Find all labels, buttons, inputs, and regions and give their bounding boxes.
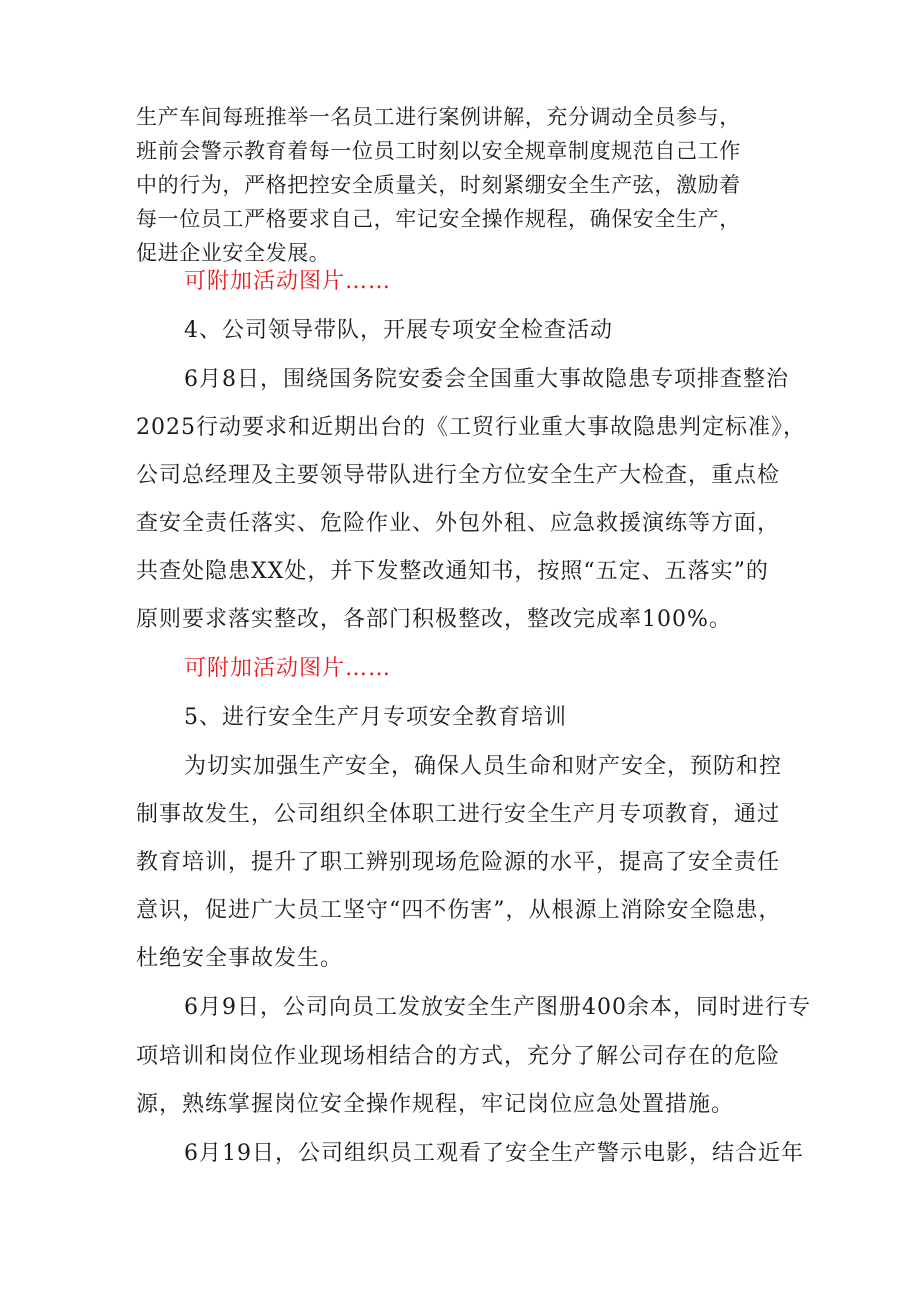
text-line: 中的行为，严格把控安全质量关，时刻紧绷安全生产弦，激励着 bbox=[136, 173, 741, 197]
text-line: 教育培训，提升了职工辨别现场危险源的水平，提高了安全责任 bbox=[136, 850, 781, 875]
text-line: 6月9日，公司向员工发放安全生产图册400余本，同时进行专 bbox=[184, 995, 811, 1020]
text-line: 项培训和岗位作业现场相结合的方式，充分了解公司存在的危险 bbox=[136, 1044, 781, 1069]
text-line: 6月8日，围绕国务院安委会全国重大事故隐患专项排查整治 bbox=[184, 367, 789, 392]
text-line: 每一位员工严格要求自己，牢记安全操作规程，确保安全生产， bbox=[136, 207, 741, 231]
text-line: 源，熟练掌握岗位安全操作规程，牢记岗位应急处置措施。 bbox=[136, 1092, 735, 1117]
text-line: 公司总经理及主要领导带队进行全方位安全生产大检查，重点检 bbox=[136, 463, 781, 488]
text-line: 生产车间每班推举一名员工进行案例讲解，充分调动全员参与， bbox=[136, 105, 741, 129]
text-line: 查安全责任落实、危险作业、外包外租、应急救援演练等方面， bbox=[136, 511, 781, 536]
text-line: 为切实加强生产安全，确保人员生命和财产安全，预防和控 bbox=[184, 754, 783, 779]
section-heading-5: 5、进行安全生产月专项安全教育培训 bbox=[184, 705, 567, 730]
text-line: 促进企业安全发展。 bbox=[136, 241, 331, 265]
text-line: 制事故发生，公司组织全体职工进行安全生产月专项教育，通过 bbox=[136, 802, 781, 827]
text-line: 原则要求落实整改，各部门积极整改，整改完成率100%。 bbox=[136, 607, 732, 632]
text-line: 6月19日，公司组织员工观看了安全生产警示电影，结合近年 bbox=[184, 1141, 804, 1166]
text-line: 班前会警示教育着每一位员工时刻以安全规章制度规范自己工作 bbox=[136, 139, 741, 163]
text-line: 意识，促进广大员工坚守“四不伤害”，从根源上消除安全隐患， bbox=[136, 898, 782, 923]
text-line: 2025行动要求和近期出台的《工贸行业重大事故隐患判定标准》， bbox=[136, 415, 806, 440]
section-heading-4: 4、公司领导带队，开展专项安全检查活动 bbox=[184, 318, 613, 343]
text-line: 杜绝安全事故发生。 bbox=[136, 946, 344, 971]
attach-photo-note: 可附加活动图片…… bbox=[184, 269, 392, 294]
attach-photo-note: 可附加活动图片…… bbox=[184, 656, 392, 681]
text-line: 共查处隐患XX处，并下发整改通知书，按照“五定、五落实”的 bbox=[136, 559, 769, 584]
